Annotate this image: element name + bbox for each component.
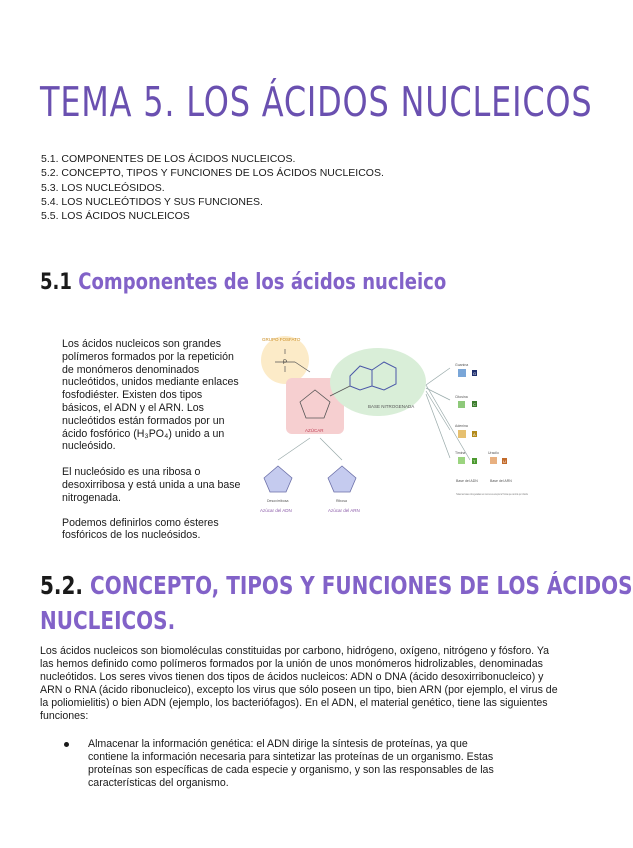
nucleotide-diagram (250, 330, 530, 538)
phosphate-label: GRUPO FOSFATO (262, 337, 301, 342)
base-label: BASE NITROGENADA (368, 404, 415, 409)
uracil-label: Uracilo (488, 451, 499, 455)
svg-text:P: P (283, 360, 288, 366)
toc-item: 5.2. CONCEPTO, TIPOS Y FUNCIONES DE LOS ÁCIDOS NUCLEICOS. (41, 167, 384, 180)
intro-paragraph: Los ácidos nucleicos son grandes polímeros formados por la repetición de monómeros denominados nucleótidos, unidos mediante enlaces fosfodiéster. Existen dos tipos básicos, el ADN y el ARN. Los nucleótidos están formados por un ácido fosfórico (H₃PO₄) unido a un nucleósido. (62, 338, 239, 453)
section2-paragraph: Los ácidos nucleicos son biomoléculas constituidas por carbono, hidrógeno, oxígeno, nitrógeno y fósforo. Ya las hemos definido como polímeros formados por la unión de unos monómeros hidrolizables, denominadas nucleótidos. Los seres vivos tienen dos tipos de ácidos nucleicos: ADN o DNA (ácido desoxirribonucleico) y ARN o RNA (ácido ribonucleico), excepto los virus que sólo poseen un tipo, bien ARN (por ejemplo, el virus de la poliomielitis) o bien ADN (ejemplo, los bacteriófagos). En el ADN, el material genético, tiene las siguientes funciones: (40, 645, 558, 722)
svg-text:C: C (473, 402, 476, 407)
adenine-label: Adenina (455, 424, 468, 428)
guanine-label: Guanina (455, 363, 469, 367)
section-heading-5-1 (40, 270, 446, 295)
section-heading-5-2 (40, 568, 633, 638)
thymine-label: Timina (455, 451, 466, 455)
intro-paragraph: El nucleósido es una ribosa o desoxirribosa y está unida a una base nitrogenada. (62, 466, 241, 504)
toc-item: 5.5. LOS ÁCIDOS NUCLEICOS (41, 210, 190, 223)
page-title: TEMA 5. LOS ÁCIDOS NUCLEICOS (40, 78, 593, 126)
toc-item: 5.1. COMPONENTES DE LOS ÁCIDOS NUCLEICOS. (41, 153, 296, 165)
svg-text:A: A (473, 432, 476, 437)
cytosine-label: Citosina (455, 395, 468, 399)
section-title-line1: CONCEPTO, TIPOS Y FUNCIONES DE LOS ÁCIDOS (90, 571, 633, 600)
dna-base-caption: Base del ADN (456, 479, 478, 483)
intro-paragraph: Podemos definirlos como ésteres fosfóricos de los nucleósidos. (62, 516, 219, 542)
sugar-label: AZÚCAR (305, 428, 324, 433)
svg-text:U: U (503, 459, 506, 464)
rna-base-caption: Base del ARN (490, 479, 512, 483)
bases-note: Todas las bases nitrogenadas son comunes excepto la Timina que cambia por Uracilo (456, 492, 529, 496)
svg-text:T: T (473, 459, 476, 464)
svg-text:G: G (473, 371, 477, 376)
toc-item: 5.3. LOS NUCLEÓSIDOS. (41, 181, 165, 194)
section-number: 5.1 (40, 270, 72, 295)
bullet-icon (64, 742, 69, 747)
dna-sugar-caption: Azúcar del ADN (260, 508, 292, 513)
table-of-contents (41, 152, 384, 223)
toc-item: 5.4. LOS NUCLEÓTIDOS Y SUS FUNCIONES. (41, 195, 263, 208)
section-title: Componentes de los ácidos nucleico (78, 270, 447, 295)
section-intro (62, 338, 242, 555)
list-item (64, 738, 508, 790)
section-title-line2: NUCLEICOS. (40, 606, 176, 635)
section-number: 5.2. (40, 571, 84, 600)
rna-sugar-caption: Azúcar del ARN (328, 508, 360, 513)
deoxyribose-label: Desoxirribosa (267, 499, 289, 503)
list-item-text: Almacenar la información genética: el ADN dirige la síntesis de proteínas, ya que contiene la información necesaria para sintetizar las proteínas de un organismo. Estas proteínas son específicas de cada especie y organismo, y son las responsables de las características del organismo. (88, 738, 494, 789)
ribose-label: Ribosa (336, 499, 347, 503)
